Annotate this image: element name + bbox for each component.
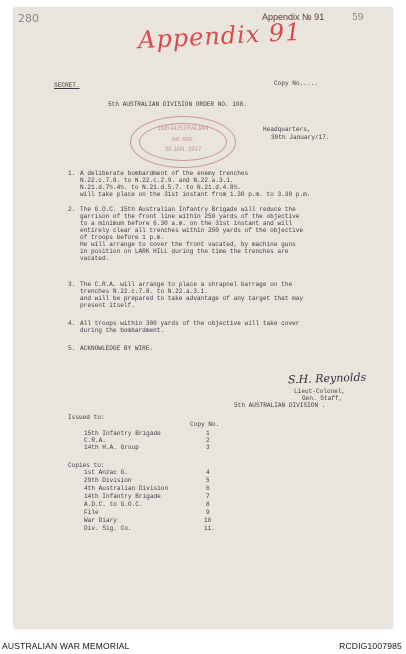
distribution-copy: 6	[206, 485, 210, 492]
paragraph-line: garrison of the front line within 250 yards of the objective	[80, 213, 300, 220]
signoff-role: Gen. Staff,	[302, 395, 343, 402]
distribution-name: War Diary	[84, 517, 117, 524]
paragraph-line: during the bombardment.	[80, 327, 165, 334]
distribution-copy: 7	[206, 493, 210, 500]
distribution-name: 1st Anzac G.	[84, 469, 128, 476]
paragraph-line: vacated.	[80, 255, 110, 262]
stamp-line-2: INF. BDE.	[172, 137, 194, 143]
distribution-copy: 8	[206, 501, 210, 508]
paragraph-line: to a minimum before 6.30 a.m. on the 31st instant and will	[80, 220, 293, 227]
distribution-copy: 1	[206, 430, 210, 437]
distribution-copy: 11.	[204, 525, 215, 532]
paragraph-number: 4.	[68, 320, 76, 327]
distribution-name: 14th H.A. Group	[84, 444, 139, 451]
copy-number-header: Copy No.	[190, 421, 220, 428]
copy-number: Copy No.....	[274, 80, 318, 87]
paragraph-line: trenches N.22.c.7.8. to N.22.a.3.1.	[80, 288, 208, 295]
paragraph-line: N.21.d.7½.4½. to N.21.d.5.7. to N.21.d.4.8½.	[80, 184, 241, 191]
paragraph-line: in position on LARK HILL during the time the trenches are	[80, 248, 289, 255]
distribution-name: 29th Division	[84, 477, 132, 484]
paragraph-number: 2.	[68, 206, 76, 213]
signoff-rank: Lieut-Colonel,	[294, 388, 346, 395]
paragraph-number: 1.	[68, 170, 76, 177]
signoff-unit: 5th AUSTRALIAN DIVISION .	[234, 402, 326, 409]
page-number: 59	[352, 13, 364, 23]
issued-to-heading: Issued to:	[68, 414, 105, 421]
distribution-name: 4th Australian Division	[84, 485, 169, 492]
headquarters-line: Headquarters,	[263, 126, 311, 133]
date-line: 30th January/17.	[271, 134, 330, 141]
footer-record-id: RCDIG1007985	[339, 641, 402, 651]
distribution-copy: 9	[206, 509, 210, 516]
paragraph-line: The G.O.C. 15th Australian Infantry Brigade will reduce the	[80, 206, 296, 213]
distribution-copy: 5	[206, 477, 210, 484]
distribution-name: C.R.A.	[84, 437, 106, 444]
paragraph-line: of troops before 1 p.m.	[80, 234, 165, 241]
distribution-name: File	[84, 509, 99, 516]
paragraph-line: He will arrange to cover the front vacated, by machine guns	[80, 241, 296, 248]
paragraph-number: 3.	[68, 281, 76, 288]
brigade-stamp	[130, 116, 236, 168]
paragraph-line: All troops within 300 yards of the objective will take cover	[80, 320, 300, 327]
paragraph-line: present itself.	[80, 302, 135, 309]
distribution-name: 15th Infantry Brigade	[84, 430, 161, 437]
corner-number: 280	[18, 12, 39, 25]
paragraph-line: and will be prepared to take advantage of any target that may	[80, 295, 304, 302]
paragraph-number: 5.	[68, 345, 76, 352]
footer-institution: AUSTRALIAN WAR MEMORIAL	[2, 641, 130, 651]
distribution-name: 14th Infantry Brigade	[84, 493, 161, 500]
paragraph-line: ACKNOWLEDGE BY WIRE.	[80, 345, 154, 352]
distribution-copy: 4	[206, 469, 210, 476]
stamp-line-1: 15th AUSTRALIAN	[157, 126, 209, 132]
paragraph-line: N.22.c.7.8. to N.22.c.2.9. and N.22.a.3.1.	[80, 177, 234, 184]
distribution-name: Div. Sig. Co.	[84, 525, 132, 532]
stamp-line-3: 30 JAN. 1917	[164, 147, 202, 153]
secret-label: SECRET.	[54, 82, 80, 89]
paragraph-line: will take place on the 31st instant from 1.30 p.m. to 3.30 p.m.	[80, 191, 311, 198]
paragraph-line: The C.R.A. will arrange to place a shrapnel barrage on the	[80, 281, 293, 288]
distribution-copy: 10	[204, 517, 212, 524]
signature: S.H. Reynolds	[287, 370, 367, 387]
appendix-stamp: Appendix № 91	[262, 12, 325, 22]
distribution-name: A.D.C. to G.O.C.	[84, 501, 143, 508]
paragraph-line: entirely clear all trenches within 250 yards of the objective	[80, 227, 304, 234]
distribution-copy: 3	[206, 444, 210, 451]
order-title: 5th AUSTRALIAN DIVISION ORDER NO. 108.	[108, 101, 247, 108]
distribution-copy: 2	[206, 437, 210, 444]
paragraph-line: A deliberate bombardment of the enemy trenches	[80, 170, 249, 177]
copies-to-heading: Copies to:	[68, 462, 105, 469]
handwritten-appendix-title: Appendix 91	[137, 17, 303, 55]
